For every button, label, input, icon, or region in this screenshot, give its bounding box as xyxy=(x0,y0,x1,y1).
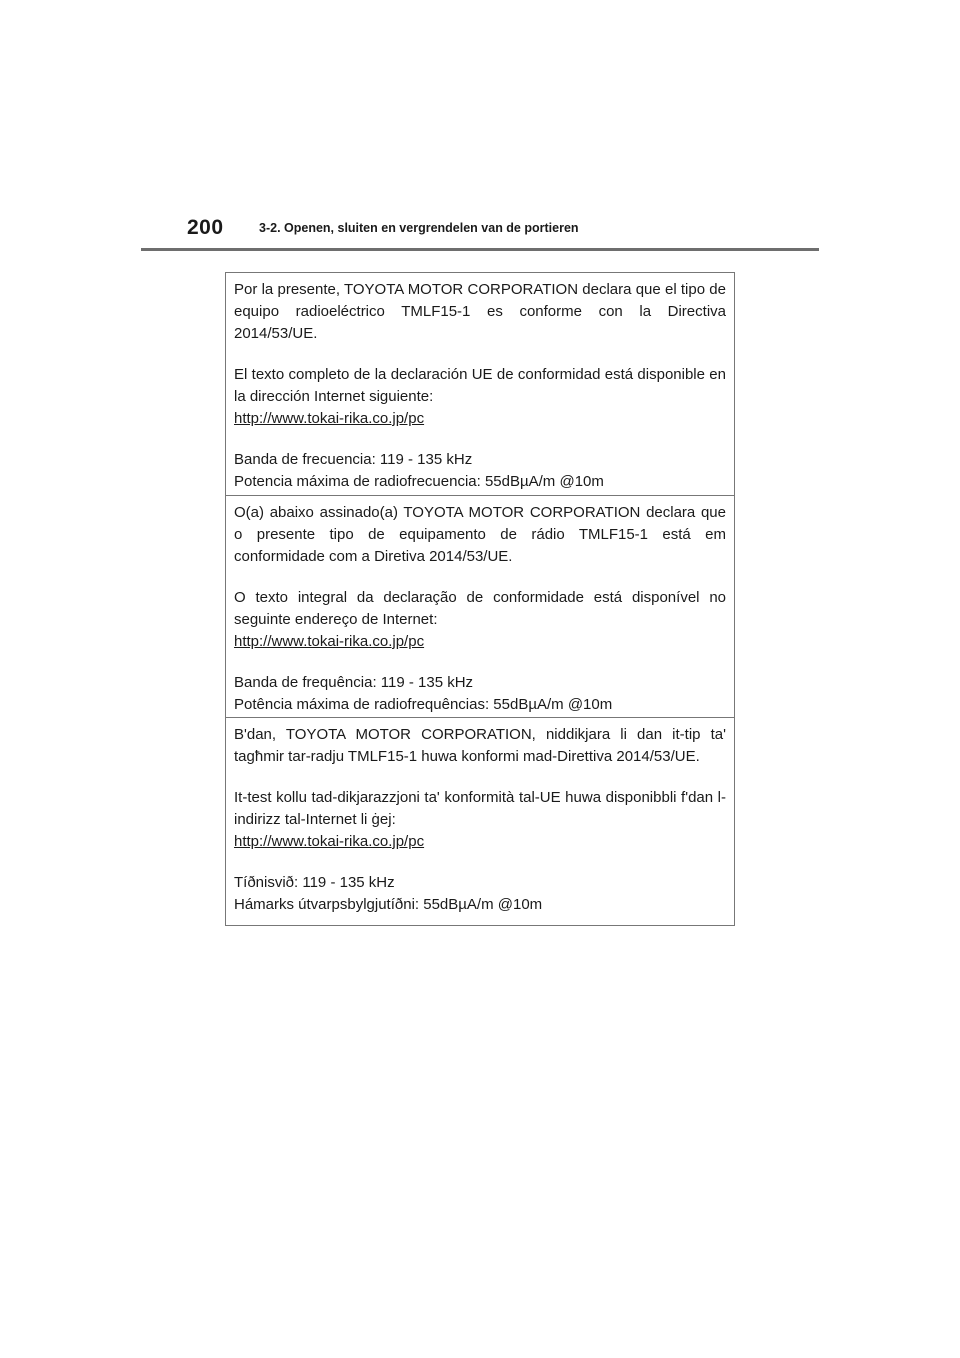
declaration-availability: O texto integral da declaração de conformidade está disponível no seguinte endereço de Internet: xyxy=(234,589,726,628)
declaration-availability: El texto completo de la declaración UE de conformidad está disponible en la dirección Internet siguiente: xyxy=(234,366,726,405)
declaration-box xyxy=(225,272,735,926)
declaration-intro: O(a) abaixo assinado(a) TOYOTA MOTOR CORPORATION declara que o presente tipo de equipamento de rádio TMLF15-1 está em conformidade com a Diretiva 2014/53/UE. xyxy=(234,504,726,565)
declaration-url-link[interactable]: http://www.tokai-rika.co.jp/pc xyxy=(234,633,425,650)
declaration-portuguese xyxy=(226,496,734,718)
frequency-band: Tíðnisvið: 119 - 135 kHz xyxy=(234,874,395,891)
declaration-url-link[interactable]: http://www.tokai-rika.co.jp/pc xyxy=(234,833,425,850)
frequency-band: Banda de frecuencia: 119 - 135 kHz xyxy=(234,451,473,468)
section-title: 3-2. Openen, sluiten en vergrendelen van de portieren xyxy=(259,221,579,235)
declaration-spanish xyxy=(226,273,734,496)
declaration-url-link[interactable]: http://www.tokai-rika.co.jp/pc xyxy=(234,410,425,427)
declaration-intro: B'dan, TOYOTA MOTOR CORPORATION, niddikjara li dan it-tip ta' tagħmir tar-radju TMLF15-1 huwa konformi mad-Direttiva 2014/53/UE. xyxy=(234,726,726,765)
max-power: Hámarks útvarpsbylgjutíðni: 55dBµA/m @10m xyxy=(234,896,543,913)
max-power: Potência máxima de radiofrequências: 55dBµA/m @10m xyxy=(234,696,613,713)
frequency-band: Banda de frequência: 119 - 135 kHz xyxy=(234,674,474,691)
declaration-availability: It-test kollu tad-dikjarazzjoni ta' konformità tal-UE huwa disponibbli f'dan l-indirizz tal-Internet li ġej: xyxy=(234,789,726,828)
max-power: Potencia máxima de radiofrecuencia: 55dBµA/m @10m xyxy=(234,473,604,490)
declaration-intro: Por la presente, TOYOTA MOTOR CORPORATION declara que el tipo de equipo radioeléctrico TMLF15-1 es conforme con la Directiva 2014/53/UE. xyxy=(234,281,726,342)
declaration-maltese xyxy=(226,718,734,925)
page-header xyxy=(141,214,819,251)
page-number: 200 xyxy=(187,216,224,239)
